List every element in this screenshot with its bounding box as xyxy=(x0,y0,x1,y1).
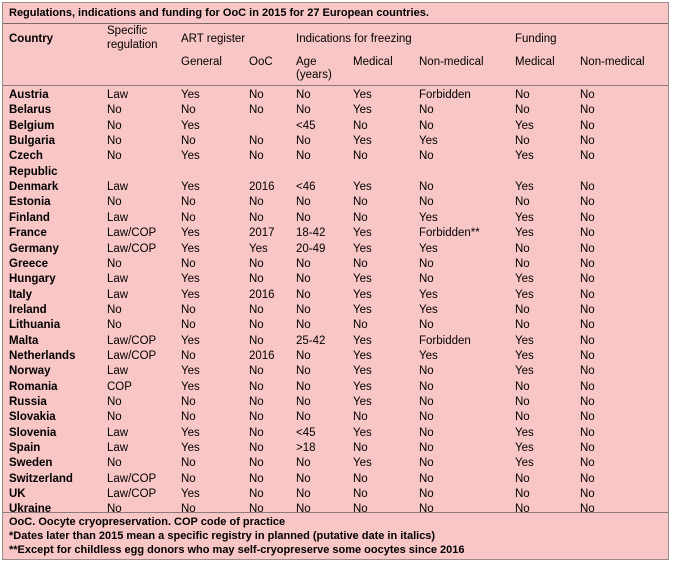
cell-regulation: Law/COP xyxy=(107,349,157,362)
cell-fund-nonmed: No xyxy=(580,273,595,286)
cell-general: Yes xyxy=(181,242,200,255)
cell-regulation: No xyxy=(107,396,122,408)
cell-ooc: No xyxy=(249,488,264,501)
cell-fund-nonmed: No xyxy=(580,242,595,255)
cell-medical: Yes xyxy=(353,135,372,148)
cell-ooc: No xyxy=(249,472,264,485)
cell-fund-med: Yes xyxy=(515,365,534,378)
table-row xyxy=(3,195,668,210)
cell-ooc: No xyxy=(249,334,264,347)
cell-nonmedical: No xyxy=(419,273,434,286)
cell-fund-nonmed: No xyxy=(580,426,595,439)
cell-ooc: No xyxy=(249,150,264,163)
cell-fund-nonmed: No xyxy=(580,196,595,209)
cell-general: Yes xyxy=(181,365,200,378)
cell-general: Yes xyxy=(181,288,200,301)
cell-regulation: Law/COP xyxy=(107,488,157,501)
header-specific-regulation-1: Specific xyxy=(107,25,148,37)
cell-age: No xyxy=(296,135,311,148)
cell-country: Romania xyxy=(9,380,58,393)
table-row xyxy=(3,226,668,241)
cell-ooc: No xyxy=(249,211,264,224)
cell-medical: Yes xyxy=(353,227,372,240)
cell-general: No xyxy=(181,135,196,148)
cell-age: No xyxy=(296,365,311,378)
cell-medical: No xyxy=(353,442,368,455)
cell-age: <45 xyxy=(296,119,316,132)
cell-ooc: No xyxy=(249,273,264,286)
table-row xyxy=(3,395,668,410)
cell-medical: Yes xyxy=(353,457,372,470)
cell-nonmedical: No xyxy=(419,119,434,132)
cell-regulation: COP xyxy=(107,380,132,393)
table-row xyxy=(3,165,668,180)
cell-age: No xyxy=(296,273,311,286)
cell-nonmedical: Yes xyxy=(419,288,438,301)
cell-country: Netherlands xyxy=(9,349,76,362)
cell-fund-med: Yes xyxy=(515,334,534,347)
cell-country: Slovakia xyxy=(9,411,56,424)
cell-ooc: No xyxy=(249,426,264,439)
cell-fund-med: No xyxy=(515,396,530,408)
cell-nonmedical: Forbidden xyxy=(419,89,471,101)
cell-fund-med: No xyxy=(515,196,530,209)
cell-ooc: Yes xyxy=(249,242,268,255)
cell-country: Spain xyxy=(9,442,41,455)
cell-regulation: No xyxy=(107,135,122,148)
cell-medical: No xyxy=(353,411,368,424)
cell-regulation: Law xyxy=(107,442,129,455)
cell-general: No xyxy=(181,211,196,224)
cell-regulation: No xyxy=(107,319,122,332)
cell-country: Denmark xyxy=(9,181,59,194)
cell-regulation: Law xyxy=(107,273,129,286)
cell-country: Hungary xyxy=(9,273,56,286)
cell-country: Finland xyxy=(9,211,50,224)
cell-fund-nonmed: No xyxy=(580,411,595,424)
cell-ooc: No xyxy=(249,319,264,332)
cell-fund-med: Yes xyxy=(515,227,534,240)
cell-nonmedical: Yes xyxy=(419,242,438,255)
cell-fund-nonmed: No xyxy=(580,457,595,470)
cell-general: No xyxy=(181,503,196,516)
cell-fund-med: Yes xyxy=(515,457,534,470)
cell-fund-med: Yes xyxy=(515,349,534,362)
cell-country: Austria xyxy=(9,89,49,101)
table-row xyxy=(3,318,668,333)
cell-ooc: No xyxy=(249,89,264,101)
header-ooc: OoC xyxy=(249,56,273,68)
cell-age: <46 xyxy=(296,181,316,194)
table-row xyxy=(3,119,668,134)
cell-country: Estonia xyxy=(9,196,51,209)
cell-fund-nonmed: No xyxy=(580,181,595,194)
cell-general: Yes xyxy=(181,227,200,240)
cell-fund-med: Yes xyxy=(515,273,534,286)
cell-regulation: No xyxy=(107,150,122,163)
cell-medical: Yes xyxy=(353,288,372,301)
header-funding-medical: Medical xyxy=(515,56,555,68)
cell-fund-med: Yes xyxy=(515,288,534,301)
cell-fund-med: No xyxy=(515,104,530,117)
cell-fund-nonmed: No xyxy=(580,227,595,240)
cell-fund-nonmed: No xyxy=(580,472,595,485)
header-funding-non-medical: Non-medical xyxy=(580,56,645,68)
cell-age: >18 xyxy=(296,442,316,455)
cell-general: Yes xyxy=(181,442,200,455)
cell-country: France xyxy=(9,227,47,240)
cell-country: Greece xyxy=(9,257,49,270)
cell-medical: Yes xyxy=(353,365,372,378)
table-row xyxy=(3,242,668,257)
cell-fund-nonmed: No xyxy=(580,442,595,455)
cell-age: No xyxy=(296,380,311,393)
cell-medical: Yes xyxy=(353,380,372,393)
cell-medical: Yes xyxy=(353,181,372,194)
table-row xyxy=(3,334,668,349)
cell-fund-nonmed: No xyxy=(580,303,595,316)
cell-medical: No xyxy=(353,503,368,516)
cell-age: No xyxy=(296,411,311,424)
cell-ooc: 2016 xyxy=(249,288,275,301)
cell-medical: Yes xyxy=(353,303,372,316)
header-indications: Indications for freezing xyxy=(296,33,412,45)
cell-medical: Yes xyxy=(353,104,372,117)
cell-general: Yes xyxy=(181,89,200,101)
cell-ooc: No xyxy=(249,257,264,270)
cell-regulation: Law xyxy=(107,365,129,378)
footer-divider xyxy=(3,512,668,513)
table-row xyxy=(3,441,668,456)
header-country: Country xyxy=(9,33,54,45)
cell-regulation: No xyxy=(107,104,122,117)
cell-regulation: Law xyxy=(107,211,129,224)
cell-age: No xyxy=(296,488,311,501)
cell-age: No xyxy=(296,349,311,362)
cell-nonmedical: No xyxy=(419,488,434,501)
footnote-1: OoC. Oocyte cryopreservation. COP code of practice xyxy=(9,516,286,528)
cell-general: Yes xyxy=(181,150,200,163)
cell-fund-nonmed: No xyxy=(580,211,595,224)
cell-fund-nonmed: No xyxy=(580,89,595,101)
cell-fund-nonmed: No xyxy=(580,257,595,270)
table-row xyxy=(3,303,668,318)
cell-medical: Yes xyxy=(353,89,372,101)
cell-medical: Yes xyxy=(353,426,372,439)
cell-nonmedical: No xyxy=(419,365,434,378)
cell-regulation: Law xyxy=(107,89,129,101)
cell-country: Ireland xyxy=(9,303,47,316)
cell-country: Ukraine xyxy=(9,503,52,516)
cell-fund-med: No xyxy=(515,411,530,424)
cell-ooc: No xyxy=(249,196,264,209)
table-row xyxy=(3,364,668,379)
cell-country: Malta xyxy=(9,334,39,347)
cell-country: Switzerland xyxy=(9,472,73,485)
cell-regulation: No xyxy=(107,411,122,424)
cell-ooc: 2016 xyxy=(249,349,275,362)
cell-nonmedical: No xyxy=(419,426,434,439)
title-divider xyxy=(3,23,668,24)
cell-nonmedical: No xyxy=(419,196,434,209)
cell-fund-nonmed: No xyxy=(580,334,595,347)
table-row xyxy=(3,472,668,487)
cell-fund-med: Yes xyxy=(515,442,534,455)
cell-age: 18-42 xyxy=(296,227,326,240)
table-row xyxy=(3,180,668,195)
cell-fund-nonmed: No xyxy=(580,349,595,362)
cell-fund-med: No xyxy=(515,380,530,393)
table-row xyxy=(3,134,668,149)
header-age-1: Age xyxy=(296,56,317,68)
cell-country: Lithuania xyxy=(9,319,61,332)
cell-nonmedical: No xyxy=(419,181,434,194)
table-row xyxy=(3,288,668,303)
cell-age: No xyxy=(296,503,311,516)
cell-general: No xyxy=(181,472,196,485)
cell-fund-med: No xyxy=(515,89,530,101)
cell-general: No xyxy=(181,396,196,408)
cell-ooc: 2017 xyxy=(249,227,275,240)
cell-regulation: No xyxy=(107,303,122,316)
cell-ooc: 2016 xyxy=(249,181,275,194)
cell-nonmedical: No xyxy=(419,104,434,117)
cell-regulation: Law xyxy=(107,181,129,194)
cell-age: No xyxy=(296,303,311,316)
cell-regulation: No xyxy=(107,503,122,516)
cell-fund-nonmed: No xyxy=(580,365,595,378)
cell-fund-med: Yes xyxy=(515,426,534,439)
cell-medical: Yes xyxy=(353,273,372,286)
cell-medical: No xyxy=(353,119,368,132)
cell-ooc: No xyxy=(249,396,264,408)
cell-age: <45 xyxy=(296,426,316,439)
cell-country: Russia xyxy=(9,396,47,408)
cell-medical: No xyxy=(353,488,368,501)
cell-general: Yes xyxy=(181,181,200,194)
table-row xyxy=(3,380,668,395)
cell-nonmedical: No xyxy=(419,472,434,485)
cell-medical: Yes xyxy=(353,334,372,347)
cell-fund-nonmed: No xyxy=(580,135,595,148)
cell-nonmedical: No xyxy=(419,150,434,163)
cell-country: Norway xyxy=(9,365,51,378)
header-age-2: (years) xyxy=(296,69,332,81)
cell-general: Yes xyxy=(181,119,200,132)
cell-nonmedical: No xyxy=(419,319,434,332)
header-specific-regulation-2: regulation xyxy=(107,39,158,51)
cell-country: Belarus xyxy=(9,104,52,117)
cell-country: Sweden xyxy=(9,457,53,470)
cell-regulation: Law xyxy=(107,426,129,439)
cell-nonmedical: No xyxy=(419,396,434,408)
cell-country: Republic xyxy=(9,165,58,178)
cell-age: No xyxy=(296,457,311,470)
cell-medical: No xyxy=(353,196,368,209)
cell-age: No xyxy=(296,319,311,332)
cell-general: Yes xyxy=(181,334,200,347)
cell-regulation: No xyxy=(107,257,122,270)
table-row xyxy=(3,426,668,441)
cell-fund-med: No xyxy=(515,303,530,316)
cell-regulation: Law/COP xyxy=(107,242,157,255)
cell-fund-nonmed: No xyxy=(580,396,595,408)
cell-age: No xyxy=(296,104,311,117)
cell-fund-med: No xyxy=(515,242,530,255)
cell-nonmedical: No xyxy=(419,411,434,424)
cell-country: Slovenia xyxy=(9,426,57,439)
cell-fund-med: No xyxy=(515,135,530,148)
cell-age: No xyxy=(296,150,311,163)
cell-country: UK xyxy=(9,488,26,501)
table-row xyxy=(3,257,668,272)
cell-age: No xyxy=(296,257,311,270)
table-row xyxy=(3,211,668,226)
table-row xyxy=(3,103,668,118)
cell-age: No xyxy=(296,288,311,301)
cell-ooc: No xyxy=(249,442,264,455)
cell-nonmedical: Forbidden xyxy=(419,334,471,347)
cell-general: Yes xyxy=(181,273,200,286)
cell-fund-med: Yes xyxy=(515,181,534,194)
cell-medical: Yes xyxy=(353,242,372,255)
footnote-3: **Except for childless egg donors who may self-cryopreserve some oocytes since 2016 xyxy=(9,544,465,556)
cell-ooc: No xyxy=(249,303,264,316)
cell-fund-med: Yes xyxy=(515,119,534,132)
header-divider xyxy=(3,85,668,86)
cell-fund-med: Yes xyxy=(515,150,534,163)
cell-fund-med: No xyxy=(515,319,530,332)
cell-nonmedical: Yes xyxy=(419,135,438,148)
table-row xyxy=(3,410,668,425)
cell-medical: No xyxy=(353,211,368,224)
cell-country: Italy xyxy=(9,288,33,301)
cell-ooc: No xyxy=(249,380,264,393)
cell-fund-med: No xyxy=(515,488,530,501)
cell-country: Czech xyxy=(9,150,43,163)
cell-age: 20-49 xyxy=(296,242,326,255)
cell-nonmedical: No xyxy=(419,442,434,455)
cell-ooc: No xyxy=(249,457,264,470)
cell-fund-nonmed: No xyxy=(580,319,595,332)
footnote-2: *Dates later than 2015 mean a specific registry in planned (putative date in italics) xyxy=(9,530,436,542)
cell-fund-nonmed: No xyxy=(580,380,595,393)
cell-age: No xyxy=(296,196,311,209)
table-row xyxy=(3,272,668,287)
cell-fund-med: No xyxy=(515,257,530,270)
cell-age: No xyxy=(296,396,311,408)
cell-general: No xyxy=(181,104,196,117)
cell-general: No xyxy=(181,349,196,362)
table-title: Regulations, indications and funding for OoC in 2015 for 27 European countries. xyxy=(9,7,429,19)
table-row xyxy=(3,487,668,502)
cell-age: No xyxy=(296,89,311,101)
cell-country: Belgium xyxy=(9,119,55,132)
cell-regulation: Law/COP xyxy=(107,227,157,240)
cell-fund-nonmed: No xyxy=(580,104,595,117)
cell-regulation: Law/COP xyxy=(107,472,157,485)
cell-nonmedical: Yes xyxy=(419,211,438,224)
cell-general: Yes xyxy=(181,380,200,393)
cell-age: 25-42 xyxy=(296,334,326,347)
cell-nonmedical: Yes xyxy=(419,303,438,316)
cell-fund-med: Yes xyxy=(515,211,534,224)
cell-age: No xyxy=(296,211,311,224)
cell-general: No xyxy=(181,319,196,332)
cell-regulation: No xyxy=(107,457,122,470)
cell-age: No xyxy=(296,472,311,485)
cell-regulation: Law xyxy=(107,288,129,301)
cell-fund-nonmed: No xyxy=(580,150,595,163)
table-row xyxy=(3,149,668,164)
header-art-register: ART register xyxy=(181,33,246,45)
table-row xyxy=(3,88,668,103)
cell-fund-med: No xyxy=(515,503,530,516)
cell-medical: No xyxy=(353,472,368,485)
table-row xyxy=(3,456,668,471)
cell-nonmedical: No xyxy=(419,503,434,516)
cell-ooc: No xyxy=(249,503,264,516)
cell-regulation: No xyxy=(107,196,122,209)
cell-ooc: No xyxy=(249,135,264,148)
cell-fund-nonmed: No xyxy=(580,288,595,301)
cell-nonmedical: Yes xyxy=(419,349,438,362)
cell-medical: No xyxy=(353,150,368,163)
cell-general: No xyxy=(181,196,196,209)
cell-general: No xyxy=(181,411,196,424)
cell-general: No xyxy=(181,457,196,470)
header-medical: Medical xyxy=(353,56,393,68)
cell-fund-nonmed: No xyxy=(580,503,595,516)
table-panel xyxy=(2,2,669,560)
cell-medical: No xyxy=(353,257,368,270)
cell-fund-nonmed: No xyxy=(580,119,595,132)
cell-country: Germany xyxy=(9,242,59,255)
cell-regulation: Law/COP xyxy=(107,334,157,347)
cell-general: No xyxy=(181,257,196,270)
cell-nonmedical: No xyxy=(419,257,434,270)
cell-ooc: No xyxy=(249,411,264,424)
cell-nonmedical: Forbidden** xyxy=(419,227,480,240)
cell-general: Yes xyxy=(181,426,200,439)
cell-fund-med: No xyxy=(515,472,530,485)
header-general: General xyxy=(181,56,222,68)
cell-medical: Yes xyxy=(353,396,372,408)
cell-ooc: No xyxy=(249,104,264,117)
cell-nonmedical: No xyxy=(419,457,434,470)
header-non-medical: Non-medical xyxy=(419,56,484,68)
cell-medical: No xyxy=(353,319,368,332)
cell-general: Yes xyxy=(181,488,200,501)
cell-ooc: No xyxy=(249,365,264,378)
header-funding: Funding xyxy=(515,33,557,45)
cell-general: No xyxy=(181,303,196,316)
cell-country: Bulgaria xyxy=(9,135,56,148)
cell-fund-nonmed: No xyxy=(580,488,595,501)
cell-regulation: No xyxy=(107,119,122,132)
cell-medical: Yes xyxy=(353,349,372,362)
table-row xyxy=(3,349,668,364)
cell-nonmedical: No xyxy=(419,380,434,393)
